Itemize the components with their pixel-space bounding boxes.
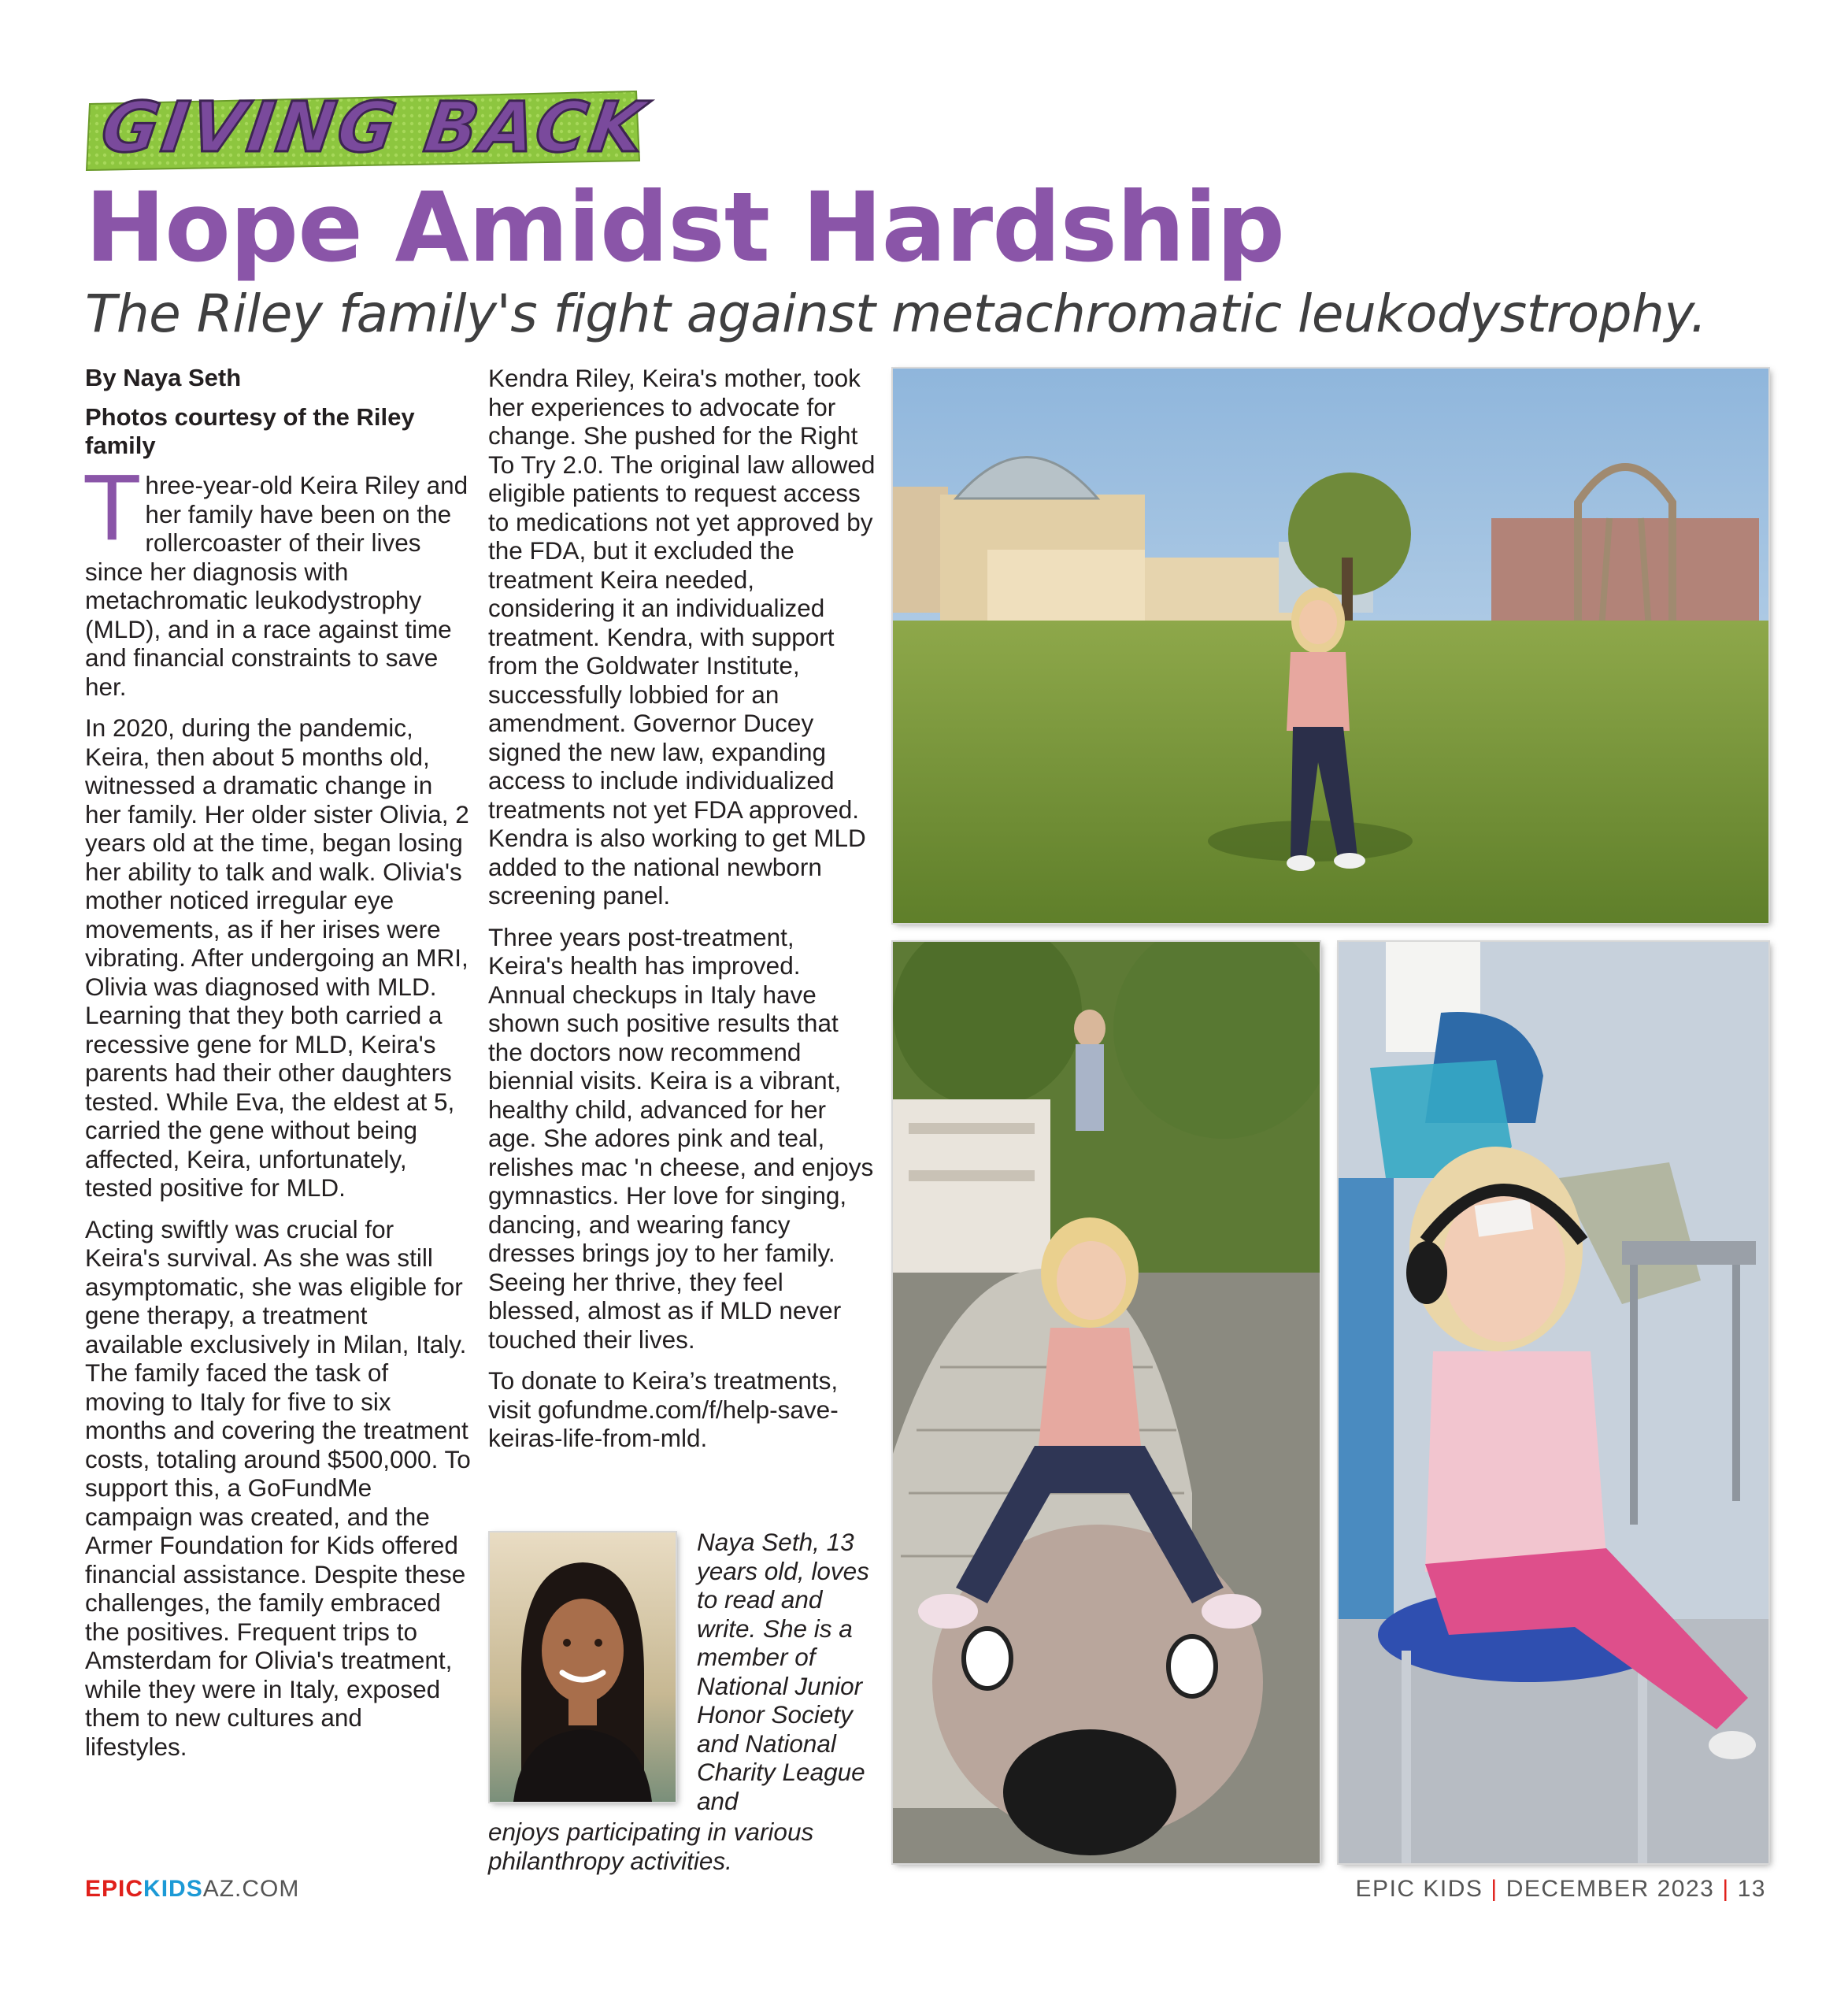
author-bio-continued: enjoys participating in various philanthropy activities. [488, 1818, 814, 1875]
photo-credit: Photos courtesy of the Riley family [85, 403, 415, 459]
footer-magazine: EPIC KIDS [1355, 1876, 1483, 1902]
drop-cap: T [85, 458, 139, 561]
byline: By Naya Seth [85, 364, 242, 391]
section-label: GIVING BACK [96, 87, 653, 168]
footer-separator: | [1491, 1876, 1498, 1902]
footer-epic: EPIC [85, 1876, 144, 1902]
footer-az: AZ.COM [202, 1876, 300, 1902]
headline: Hope Amidst Hardship [85, 172, 1285, 284]
photo-keira-on-lawn [893, 369, 1768, 923]
footer-issue [1356, 1876, 1766, 1903]
article-column-1 [85, 364, 471, 1773]
subheadline: The Riley family's fight against metachromatic leukodystrophy. [85, 284, 1707, 344]
photo-keira-medical-test [1339, 942, 1768, 1863]
paragraph-6: To donate to Keira’s treatments, visit gofundme.com/f/help-save-keiras-life-from-mld. [488, 1366, 839, 1452]
footer-kids: KIDS [143, 1876, 203, 1902]
page-number: 13 [1737, 1876, 1766, 1902]
paragraph-3: Acting swiftly was crucial for Keira's survival. As she was still asymptomatic, she was eligible for gene therapy, a treatment available exclusively in Milan, Italy. The family faced the task of moving to Italy for five to six months and covering the treatment costs, totaling around $500,000. To support this, a GoFundMe campaign was created, and the Armer Foundation for Kids offered financial assistance. Despite these challenges, the family embraced the positives. Frequent trips to Amsterdam for Olivia's treatment, while they were in Italy, exposed them to new cultures and lifestyles. [85, 1214, 471, 1761]
paragraph-1 [85, 458, 471, 701]
paragraph-4: Kendra Riley, Keira's mother, took her experiences to advocate for change. She pushed for the Right To Try 2.0. The original law allowed eligible patients to request access to medications not yet approved by the FDA, but it excluded the treatment Keira needed, considering it an individualized treatment. Kendra, with support from the Goldwater Institute, successfully lobbied for an amendment. Governor Ducey signed the new law, expanding access to include individualized treatments not yet FDA approved. Kendra is also working to get MLD added to the national newborn screening panel. [488, 364, 876, 910]
paragraph-2: In 2020, during the pandemic, Keira, then about 5 months old, witnessed a dramatic change in her family. Her older sister Olivia, 2 years old at the time, began losing her ability to talk and walk. Olivia's mother noticed irregular eye movements, as if her irises were vibrating. After undergoing an MRI, Olivia was diagnosed with MLD. Learning that they both carried a recessive gene for MLD, Keira's parents had their other daughters tested. While Eva, the eldest at 5, carried the gene without being affected, Keira, unfortunately, tested positive for MLD. [85, 713, 469, 1202]
author-photo [490, 1532, 676, 1802]
photo-keira-on-statue [893, 942, 1320, 1863]
article-column-2 [488, 364, 876, 1466]
footer-date: DECEMBER 2023 [1505, 1876, 1715, 1902]
author-bio: Naya Seth, 13 years old, loves to read and write. She is a member of National Junior Honor Society and National Charity League and [697, 1528, 869, 1815]
footer-separator: | [1722, 1876, 1730, 1902]
paragraph-1-text: hree-year-old Keira Riley and her family have been on the rollercoaster of their lives since her diagnosis with metachromatic leukodystrophy (MLD), and in a race against time and financial constraints to save her. [85, 471, 468, 701]
footer-website [85, 1876, 299, 1903]
paragraph-5: Three years post-treatment, Keira's health has improved. Annual checkups in Italy have shown such positive results that the doctors now recommend biennial visits. Keira is a vibrant, healthy child, advanced for her age. She adores pink and teal, relishes mac 'n cheese, and enjoys gymnastics. Her love for singing, dancing, and wearing fancy dresses brings joy to her family. Seeing her thrive, they feel blessed, almost as if MLD never touched their lives. [488, 922, 874, 1354]
